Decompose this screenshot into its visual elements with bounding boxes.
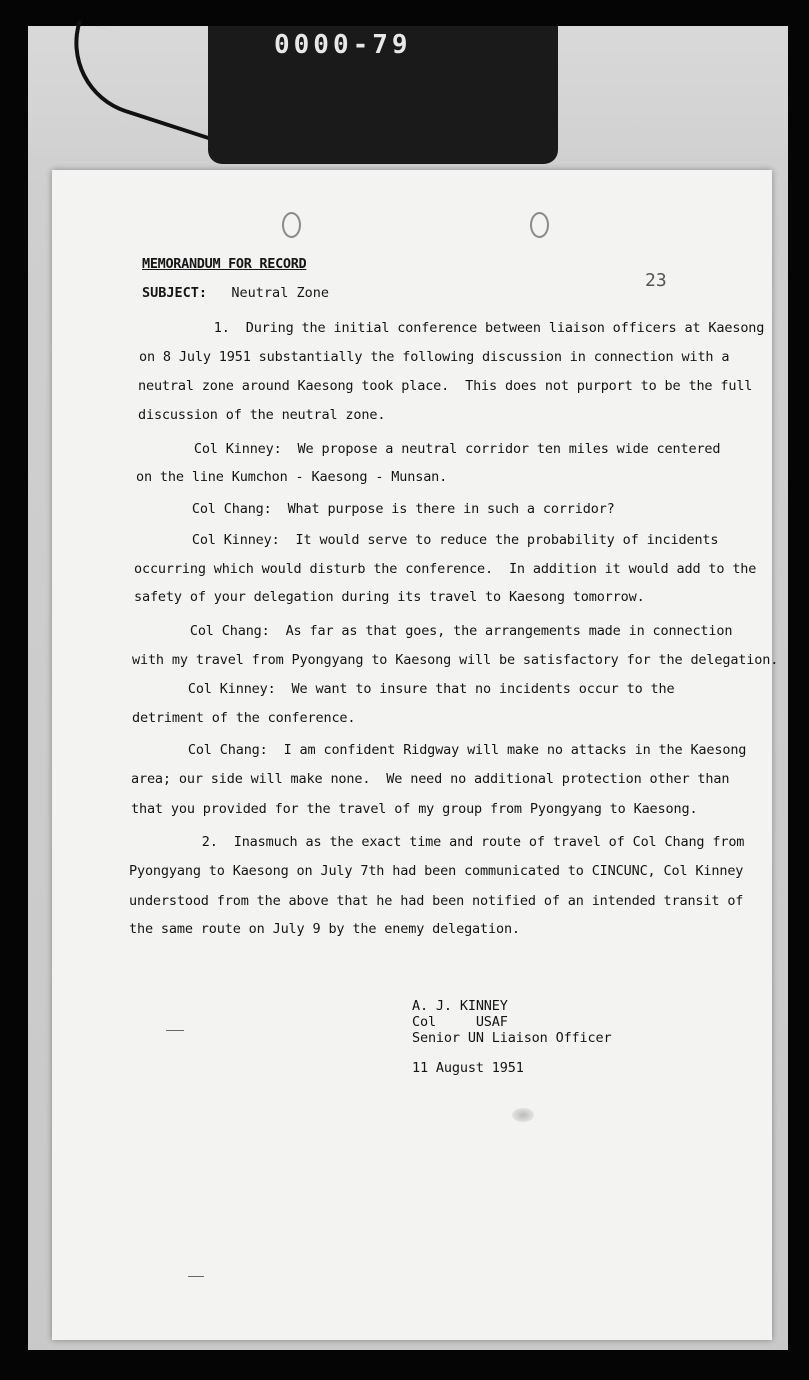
body-line: neutral zone around Kaesong took place. This does not purport to be the full xyxy=(138,378,753,394)
frame-counter xyxy=(208,26,558,164)
paper-smudge xyxy=(512,1108,534,1122)
body-line: Col Kinney: We want to insure that no incidents occur to the xyxy=(132,681,675,697)
body-line: safety of your delegation during its travel to Kaesong tomorrow. xyxy=(134,589,645,605)
body-line: 1. During the initial conference between liaison officers at Kaesong xyxy=(142,320,765,336)
signature-title: Senior UN Liaison Officer xyxy=(412,1030,612,1046)
body-line: understood from the above that he had been notified of an intended transit of xyxy=(129,893,744,909)
body-line: Col Chang: As far as that goes, the arrangements made in connection xyxy=(134,623,733,639)
signature-date: 11 August 1951 xyxy=(412,1060,524,1076)
body-line: Col Kinney: We propose a neutral corridor ten miles wide centered xyxy=(138,441,721,457)
body-line: the same route on July 9 by the enemy delegation. xyxy=(129,921,520,937)
body-line: Pyongyang to Kaesong on July 7th had been communicated to CINCUNC, Col Kinney xyxy=(129,863,744,879)
body-line: 2. Inasmuch as the exact time and route of travel of Col Chang from xyxy=(130,834,745,850)
body-line: with my travel from Pyongyang to Kaesong will be satisfactory for the delegation. xyxy=(132,652,779,668)
punch-hole-left xyxy=(282,212,301,238)
frame-counter-digits: 0000-79 xyxy=(274,30,412,60)
body-line: that you provided for the travel of my group from Pyongyang to Kaesong. xyxy=(131,801,698,817)
page-number: 23 xyxy=(645,270,667,291)
body-line: detriment of the conference. xyxy=(132,710,356,726)
subject-line xyxy=(142,285,329,301)
memo-heading: MEMORANDUM FOR RECORD xyxy=(142,256,307,272)
memo-page xyxy=(52,170,779,1340)
body-line: on 8 July 1951 substantially the following discussion in connection with a xyxy=(139,349,730,365)
body-line: Col Kinney: It would serve to reduce the probability of incidents xyxy=(136,532,719,548)
body-line: occurring which would disturb the conference. In addition it would add to the xyxy=(134,561,757,577)
film-speck xyxy=(188,1276,204,1277)
punch-hole-right xyxy=(530,212,549,238)
body-line: discussion of the neutral zone. xyxy=(138,407,386,423)
body-line: Col Chang: What purpose is there in such a corridor? xyxy=(136,501,615,517)
film-speck xyxy=(166,1030,184,1031)
body-line: area; our side will make none. We need no additional protection other than xyxy=(131,771,730,787)
subject-value: Neutral Zone xyxy=(231,285,329,301)
body-line: on the line Kumchon - Kaesong - Munsan. xyxy=(136,469,448,485)
body-line: Col Chang: I am confident Ridgway will make no attacks in the Kaesong xyxy=(132,742,747,758)
signature-rank: Col USAF xyxy=(412,1014,508,1030)
subject-label: SUBJECT: xyxy=(142,285,208,301)
signature-name: A. J. KINNEY xyxy=(412,998,508,1014)
